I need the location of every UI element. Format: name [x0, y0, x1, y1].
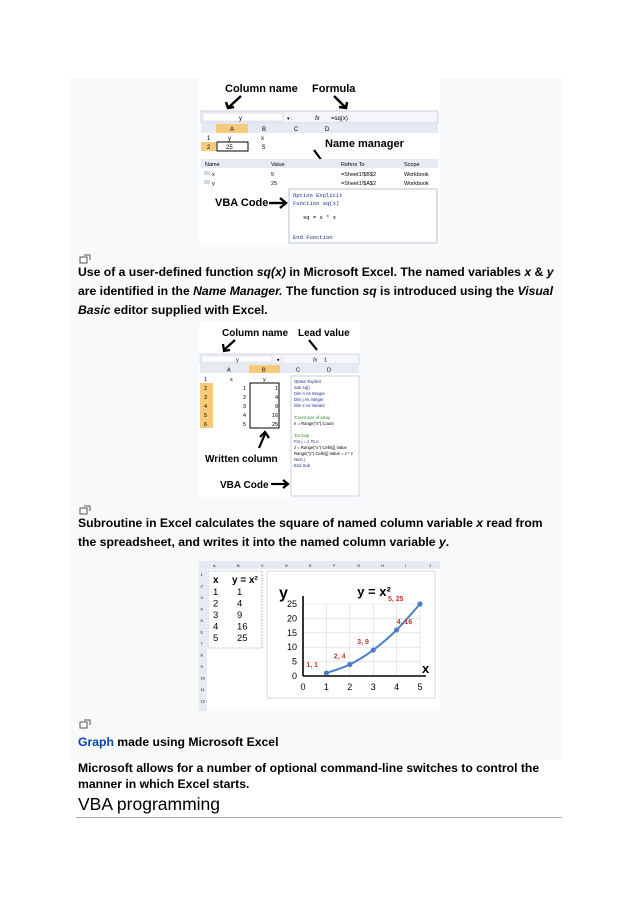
y-cell: 16: [237, 621, 248, 633]
row-num: 6: [200, 629, 203, 635]
code-line: Option Explicit: [294, 379, 321, 384]
enlarge-icon[interactable]: [79, 719, 91, 729]
label-vba-code: VBA Code: [215, 197, 269, 209]
row-num: 5: [200, 618, 203, 623]
y-tick-label: 25: [286, 599, 297, 609]
nm-header: Refers To: [341, 162, 365, 168]
y-tick-label: 5: [291, 656, 297, 667]
y-header: y = x²: [232, 575, 258, 586]
code-line: Sub sq(): [294, 385, 310, 390]
row-num: 5: [204, 413, 208, 419]
data-point: [417, 601, 422, 606]
nm-header: Name: [205, 162, 220, 168]
label-vba-code: VBA Code: [220, 480, 269, 491]
label-formula: Formula: [312, 83, 356, 95]
nm-header: Scope: [404, 162, 420, 168]
label-written-column: Written column: [205, 454, 278, 465]
x-cell: 5: [213, 633, 219, 644]
col-header: B: [262, 367, 266, 374]
row-num: 12: [200, 698, 205, 704]
nm-scope: Workbook: [404, 172, 429, 178]
x-tick-label: 3: [370, 682, 376, 692]
named-range-icon: [204, 171, 210, 175]
nm-header: Value: [271, 162, 285, 168]
x-cell: 2: [213, 598, 219, 610]
row-num: 9: [200, 664, 203, 669]
col-header: J: [429, 563, 431, 568]
y-values: [237, 587, 248, 644]
nm-name: y: [212, 181, 215, 187]
label-lead-value: Lead value: [298, 328, 350, 339]
figure-user-defined-function: [199, 78, 440, 245]
figure-graph: [199, 561, 440, 711]
column-header-row: [199, 561, 440, 569]
row-num: 2: [204, 386, 208, 392]
name-box[interactable]: [203, 113, 283, 121]
col-header: C: [294, 127, 299, 133]
label-column-name: Column name: [222, 328, 289, 339]
spreadsheet-rows: [204, 377, 278, 428]
nm-name: x: [212, 172, 215, 178]
row-num: 2: [200, 583, 203, 589]
cell: y: [263, 377, 266, 383]
y-cell: 4: [237, 598, 243, 610]
label-column-name: Column name: [225, 83, 298, 95]
x-cell: 4: [213, 621, 219, 633]
row-num: 1: [207, 136, 211, 142]
dropdown-icon: ▾ :: [287, 116, 293, 122]
code-line: sq = x * x: [303, 214, 337, 221]
x-values: [213, 587, 218, 644]
col-header: H: [381, 563, 384, 568]
cell: 4: [275, 395, 279, 401]
section-heading: VBA programming: [78, 794, 221, 814]
data-label: 4, 16: [396, 618, 413, 626]
cell: x: [261, 136, 264, 142]
cell: 2: [243, 395, 247, 401]
figure-caption-3: Graph made using Microsoft Excel: [78, 735, 279, 749]
y-cell: 9: [237, 610, 243, 621]
row-num: 6: [204, 422, 208, 428]
x-header: x: [213, 575, 219, 586]
y-cell: 25: [237, 633, 248, 644]
paragraph: Microsoft allows for a number of optional command-line switches to control the manner in which Excel starts.: [78, 761, 540, 791]
cell: 9: [275, 404, 279, 410]
code-line: Range("y").Cells(j).Value = z * z: [294, 451, 353, 456]
dropdown-icon: ▾ :: [277, 357, 283, 364]
row-num: 3: [200, 595, 203, 600]
name-box-value: y: [239, 116, 242, 122]
col-header: B: [237, 563, 240, 568]
data-point: [347, 662, 352, 667]
code-line: Function sq(x): [293, 200, 340, 207]
nm-value: 25: [271, 181, 278, 187]
x-tick-label: 4: [394, 682, 400, 692]
y-tick-label: 20: [286, 613, 297, 624]
code-line: Dim z As Variant: [294, 403, 325, 408]
cell: 4: [243, 413, 247, 419]
figure-subroutine: [199, 322, 360, 497]
code-line: Option Explicit: [293, 192, 343, 199]
code-line: Dim j As Integer: [294, 397, 324, 402]
y-axis-label: y: [279, 585, 288, 602]
heading-rule: [76, 817, 562, 818]
row-num: 10: [200, 675, 205, 681]
arrow-icon: [334, 96, 345, 107]
cell: x: [230, 377, 233, 383]
data-point: [394, 627, 399, 632]
fx-icon: fx: [315, 116, 320, 122]
cell: 1: [243, 386, 247, 392]
cell: 25: [272, 422, 279, 428]
arrow-icon: [224, 340, 235, 350]
graph-link[interactable]: Graph: [78, 735, 114, 749]
code-line: For j = 1 To n: [294, 439, 319, 444]
col-header: D: [325, 127, 330, 133]
arrow-icon: [309, 340, 317, 350]
figure-caption-2: Subroutine in Excel calculates the square of named column variable x read from the spreadsheet, and writes it into the named column variable y.: [78, 516, 543, 549]
x-tick-label: 1: [323, 682, 329, 692]
data-point: [324, 671, 329, 676]
x-cell: 3: [213, 610, 219, 621]
row-num: 11: [200, 687, 205, 692]
row-num: 8: [200, 652, 203, 658]
x-cell: 1: [213, 587, 219, 598]
cell: 1: [275, 386, 279, 392]
cell: 3: [243, 404, 247, 410]
code-line: Next j: [294, 457, 305, 462]
nm-scope: Workbook: [404, 181, 429, 187]
col-header: A: [227, 367, 231, 374]
y-tick-label: 10: [286, 642, 297, 653]
col-header: E: [309, 563, 312, 568]
row-num: 4: [200, 606, 203, 612]
nm-value: 5: [271, 172, 275, 178]
y-tick-label: 0: [291, 671, 297, 681]
fx-icon: fx: [313, 357, 318, 364]
chart-title: y = x²: [357, 584, 391, 599]
x-axis-label: x: [422, 661, 430, 676]
col-header: C: [296, 367, 300, 374]
figure-caption-1: Use of a user-defined function sq(x) in Microsoft Excel. The named variables x & y are identified in the Name Manager. The function sq is introduced using the Visual Basic editor supplied with Excel.: [78, 265, 554, 317]
col-header: A: [213, 563, 216, 568]
data-label: 2, 4: [333, 653, 346, 661]
code-line: 'Do loop: [294, 433, 310, 438]
cell: y: [228, 136, 231, 142]
col-header: C: [261, 563, 264, 568]
x-tick-label: 5: [417, 682, 423, 692]
col-header: A: [230, 127, 235, 133]
row-num: 1: [204, 377, 208, 383]
row-num: 3: [204, 395, 208, 401]
nm-refers: =Sheet1!$B$2: [341, 172, 377, 178]
row-num: 1: [200, 572, 203, 577]
row-num: 2: [207, 145, 211, 151]
name-manager-header: [201, 159, 438, 168]
col-header: D: [285, 563, 288, 568]
data-label: 1, 1: [306, 662, 319, 670]
col-header: F: [333, 563, 336, 568]
x-tick-label: 0: [300, 682, 306, 692]
col-header: D: [327, 367, 331, 374]
code-line: z = Range("x").Cells(j).Value: [294, 445, 347, 450]
formula-value: 1: [324, 357, 328, 364]
name-box-value: y: [236, 357, 239, 364]
code-line: n = Range("x").Count: [294, 421, 334, 426]
y-cell: 1: [237, 587, 243, 598]
code-line: Dim n As Integer: [294, 391, 325, 396]
y-tick-label: 15: [286, 627, 297, 638]
code-line: End Function: [293, 234, 333, 241]
cell: 16: [272, 413, 279, 419]
row-num: 7: [200, 641, 203, 646]
arrow-icon: [229, 96, 241, 107]
row-num: 4: [204, 404, 208, 410]
col-header: I: [405, 563, 407, 568]
code-line: 'Count size of array: [294, 415, 330, 420]
named-range-icon: [204, 180, 210, 184]
code-line: End Sub: [294, 463, 311, 468]
col-header: G: [357, 563, 361, 568]
col-header: B: [262, 127, 267, 133]
cell: 5: [262, 145, 266, 151]
label-name-manager: Name manager: [325, 138, 404, 150]
nm-refers: =Sheet1!$A$2: [341, 181, 377, 187]
formula-value: =sq(x): [331, 116, 348, 122]
data-label: 3, 9: [357, 639, 369, 647]
data-label: 5, 25: [388, 596, 404, 603]
cell: 5: [243, 422, 247, 428]
cell: 25: [226, 145, 233, 151]
data-point: [371, 647, 376, 652]
x-tick-label: 2: [347, 682, 353, 692]
